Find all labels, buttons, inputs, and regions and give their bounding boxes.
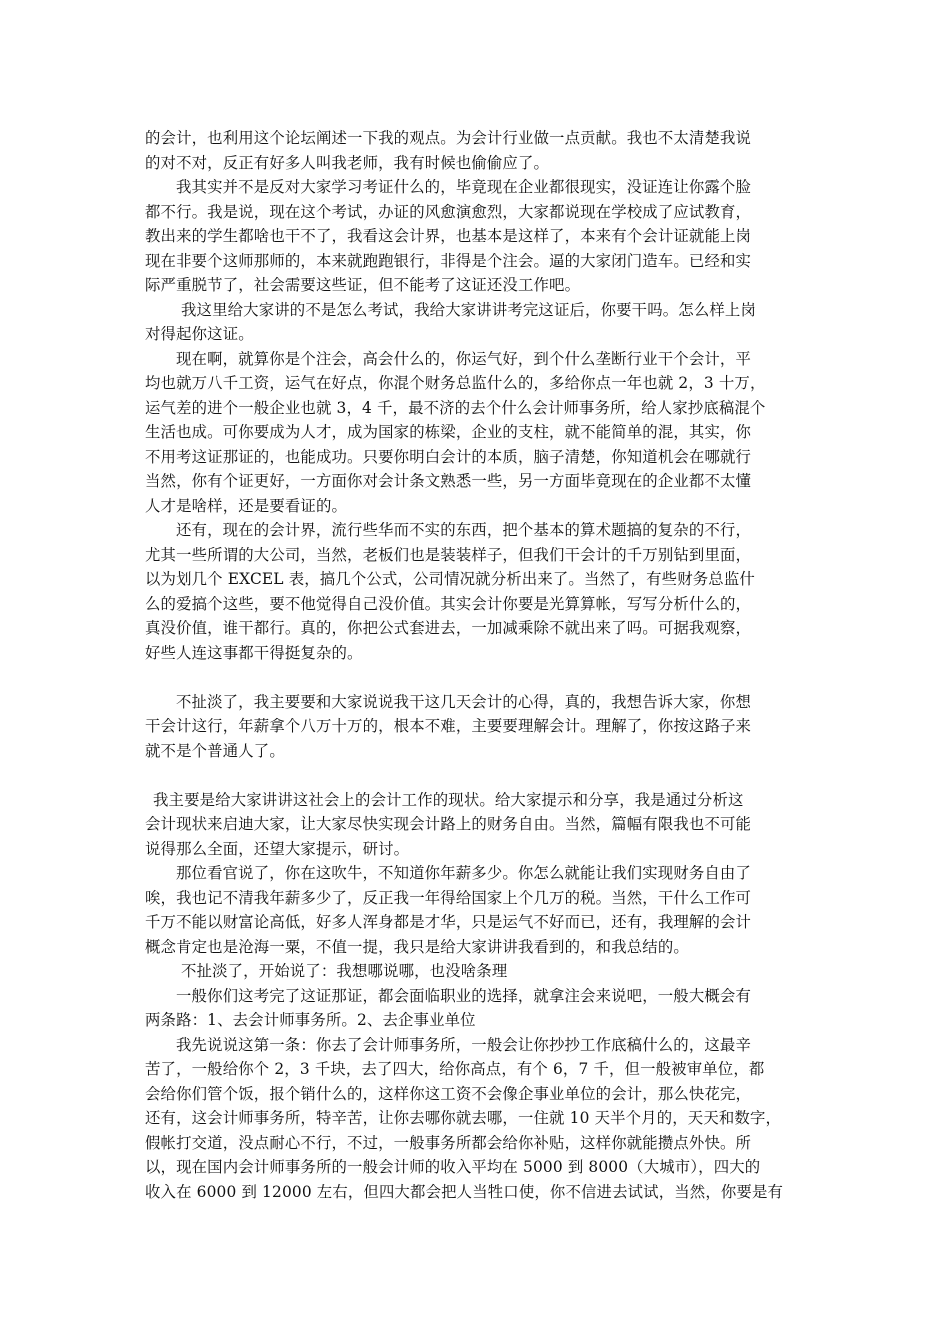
text-line: 尤其一些所谓的大公司，当然，老板们也是装装样子，但我们干会计的千万别钻到里面， <box>145 545 752 564</box>
text-line: 对得起你这证。 <box>145 325 254 343</box>
text-line: 不扯淡了，开始说了：我想哪说哪，也没啥条理 <box>181 962 508 980</box>
text-line: 我其实并不是反对大家学习考证什么的，毕竟现在企业都很现实，没证连让你露个脸 <box>176 178 752 196</box>
text-line: 还有，现在的会计界，流行些华而不实的东西，把个基本的算术题搞的复杂的不行， <box>176 521 752 539</box>
text-line: 好些人连这事都干得挺复杂的。 <box>145 643 363 662</box>
text-line: 现在啊，就算你是个注会，高会什么的，你运气好，到个什么垄断行业干个会计，平 <box>176 349 752 368</box>
text-line: 以为划几个 EXCEL 表，搞几个公式，公司情况就分析出来了。当然了，有些财务总监什 <box>145 570 755 588</box>
text-line: 以，现在国内会计师事务所的一般会计师的收入平均在 5000 到 8000（大城市），四大的 <box>145 1158 761 1176</box>
text-line: 真没价值，谁干都行。真的，你把公式套进去，一加减乘除不就出来了吗。可据我观察， <box>145 619 752 637</box>
text-line: 当然，你有个证更好，一方面你对会计条文熟悉一些，另一方面毕竟现在的企业都不太懂 <box>145 472 752 490</box>
text-line: 么的爱搞个这些，要不他觉得自己没价值。其实会计你要是光算算帐，写写分析什么的， <box>145 594 752 613</box>
text-line: 都不行。我是说，现在这个考试，办证的风愈演愈烈，大家都说现在学校成了应试教育， <box>145 202 752 221</box>
text-line: 运气差的进个一般企业也就 3，4 千，最不济的去个什么会计师事务所，给人家抄底稿混个 <box>145 398 766 417</box>
text-line: 就不是个普通人了。 <box>145 741 285 760</box>
text-line: 教出来的学生都啥也干不了，我看这会计界，也基本是这样了，本来有个会计证就能上岗 <box>145 227 752 245</box>
text-line: 我先说说这第一条：你去了会计师事务所，一般会让你抄抄工作底稿什么的，这最辛 <box>176 1035 752 1054</box>
text-line: 苦了，一般给你个 2，3 千块，去了四大，给你高点，有个 6，7 千，但一般被审单位，都 <box>145 1060 765 1078</box>
text-line: 会计现状来启迪大家，让大家尽快实现会计路上的财务自由。当然，篇幅有限我也不可能 <box>145 815 752 833</box>
text-line: 的会计，也利用这个论坛阐述一下我的观点。为会计行业做一点贡献。我也不太清楚我说 <box>145 129 752 147</box>
text-line: 干会计这行，年薪拿个八万十万的，根本不难，主要要理解会计。理解了，你按这路子来 <box>145 717 752 735</box>
text-line: 现在非要个这师那师的，本来就跑跑银行，非得是个注会。逼的大家闭门造车。已经和实 <box>145 251 752 270</box>
text-line: 我主要是给大家讲讲这社会上的会计工作的现状。给大家提示和分享，我是通过分析这 <box>153 790 744 809</box>
blank-line <box>145 665 815 690</box>
text-line: 均也就万八千工资，运气在好点，你混个财务总监什么的，多给你点一年也就 2，3 十万， <box>145 374 766 392</box>
blank-line <box>145 763 815 788</box>
text-line: 收入在 6000 到 12000 左右，但四大都会把人当牲口使，你不信进去试试，当然，你要是有 <box>145 1182 784 1201</box>
text-line: 人才是啥样，还是要看证的。 <box>145 496 348 515</box>
text-line: 概念肯定也是沧海一粟，不值一提，我只是给大家讲讲我看到的，和我总结的。 <box>145 937 689 956</box>
text-line: 不扯淡了，我主要要和大家说说我干这几天会计的心得，真的，我想告诉大家，你想 <box>176 692 752 711</box>
text-line: 千万不能以财富论高低，好多人浑身都是才华，只是运气不好而已，还有，我理解的会计 <box>145 913 752 931</box>
text-line: 一般你们这考完了这证那证，都会面临职业的选择，就拿注会来说吧，一般大概会有 <box>176 986 752 1005</box>
text-line: 际严重脱节了，社会需要这些证，但不能考了这证还没工作吧。 <box>145 276 581 294</box>
text-line: 我这里给大家讲的不是怎么考试，我给大家讲讲考完这证后，你要干吗。怎么样上岗 <box>181 300 757 319</box>
text-line: 的对不对，反正有好多人叫我老师，我有时候也偷偷应了。 <box>145 153 550 172</box>
text-line: 唉，我也记不清我年薪多少了，反正我一年得给国家上个几万的税。当然，干什么工作可 <box>145 888 752 907</box>
text-line: 生活也成。可你要成为人才，成为国家的栋梁，企业的支柱，就不能简单的混，其实，你 <box>145 423 752 441</box>
text-line: 会给你们管个饭，报个销什么的，这样你这工资不会像企事业单位的会计，那么快花完， <box>145 1084 752 1103</box>
text-line: 还有，这会计师事务所，特辛苦，让你去哪你就去哪，一住就 10 天半个月的，天天和数字， <box>145 1109 782 1127</box>
text-line: 两条路：1、去会计师事务所。2、去企事业单位 <box>145 1011 476 1029</box>
text-line: 说得那么全面，还望大家提示，研讨。 <box>145 839 410 858</box>
text-line: 假帐打交道，没点耐心不行，不过，一般事务所都会给你补贴，这样你就能攒点外快。所 <box>145 1133 752 1152</box>
text-line: 不用考这证那证的，也能成功。只要你明白会计的本质，脑子清楚，你知道机会在哪就行 <box>145 447 752 466</box>
text-line: 那位看官说了，你在这吹牛，不知道你年薪多少。你怎么就能让我们实现财务自由了 <box>176 864 752 882</box>
article-body <box>145 126 815 1204</box>
